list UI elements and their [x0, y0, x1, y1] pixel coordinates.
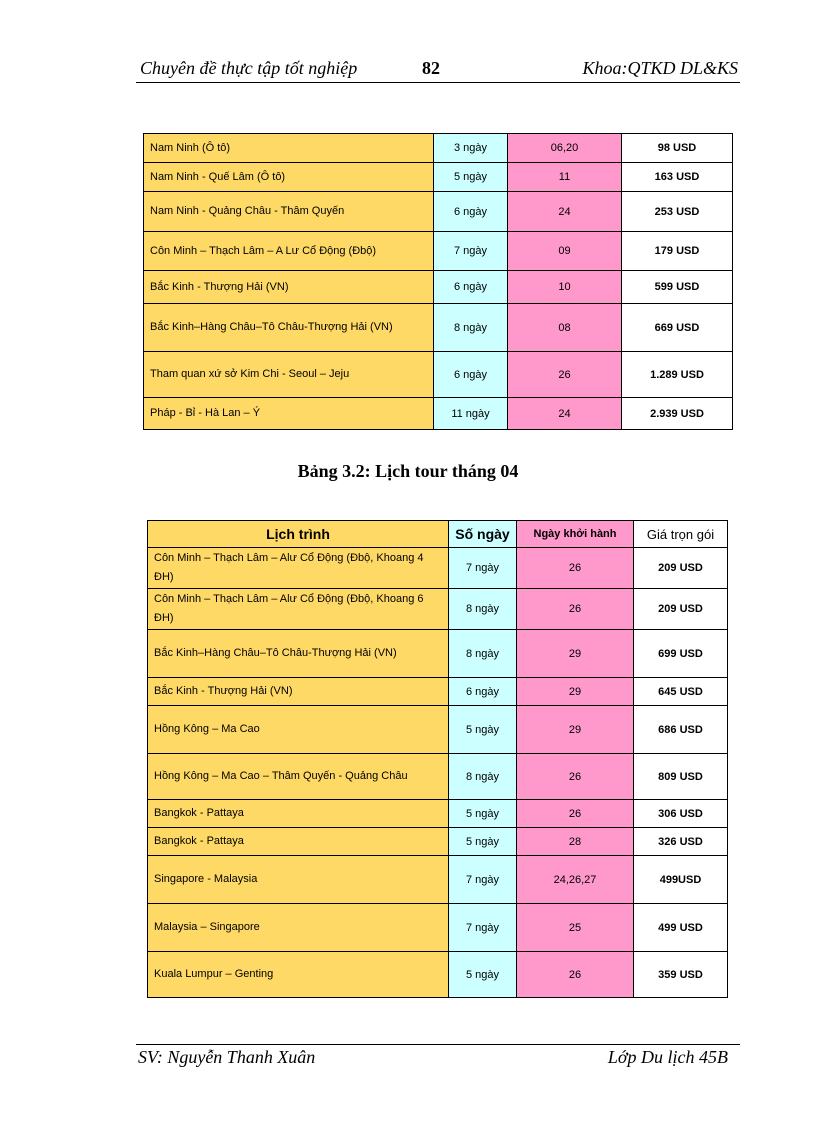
- cell-itinerary: Malaysia – Singapore: [148, 904, 449, 952]
- cell-itinerary: Bắc Kinh–Hàng Châu–Tô Châu-Thượng Hải (VN): [148, 630, 449, 678]
- cell-price: 326 USD: [634, 828, 728, 856]
- cell-itinerary: Côn Minh – Thạch Lâm – Alư Cổ Động (Đbộ, Khoang 6 ĐH): [148, 589, 449, 630]
- tour-table-1: [143, 133, 733, 430]
- cell-itinerary: Singapore - Malaysia: [148, 856, 449, 904]
- table-row: [144, 304, 733, 352]
- cell-days: 5 ngày: [434, 163, 508, 192]
- cell-days: 6 ngày: [434, 352, 508, 398]
- table-row: [148, 952, 728, 998]
- cell-departure: 29: [517, 630, 634, 678]
- cell-departure: 29: [517, 678, 634, 706]
- cell-price: 669 USD: [622, 304, 733, 352]
- col-header-itinerary: Lịch trình: [148, 521, 449, 548]
- cell-days: 6 ngày: [449, 678, 517, 706]
- cell-departure: 08: [508, 304, 622, 352]
- table-row: [144, 271, 733, 304]
- table-header-row: [148, 521, 728, 548]
- footer-class: Lớp Du lịch 45B: [607, 1047, 728, 1067]
- cell-days: 5 ngày: [449, 952, 517, 998]
- cell-days: 6 ngày: [434, 271, 508, 304]
- cell-itinerary: Nam Ninh - Quảng Châu - Thâm Quyến: [144, 192, 434, 232]
- table-row: [144, 398, 733, 430]
- cell-itinerary: Tham quan xứ sở Kim Chi - Seoul – Jeju: [144, 352, 434, 398]
- cell-days: 7 ngày: [449, 856, 517, 904]
- table-row: [148, 800, 728, 828]
- cell-price: 645 USD: [634, 678, 728, 706]
- cell-departure: 11: [508, 163, 622, 192]
- page-number: 82: [422, 58, 440, 78]
- table-row: [148, 678, 728, 706]
- cell-price: 1.289 USD: [622, 352, 733, 398]
- cell-price: 359 USD: [634, 952, 728, 998]
- cell-days: 6 ngày: [434, 192, 508, 232]
- table-row: [148, 706, 728, 754]
- cell-price: 699 USD: [634, 630, 728, 678]
- cell-days: 8 ngày: [449, 630, 517, 678]
- cell-days: 7 ngày: [449, 904, 517, 952]
- cell-itinerary: Hồng Kông – Ma Cao: [148, 706, 449, 754]
- cell-price: 2.939 USD: [622, 398, 733, 430]
- cell-departure: 29: [517, 706, 634, 754]
- cell-departure: 26: [517, 800, 634, 828]
- cell-itinerary: Bắc Kinh - Thượng Hải (VN): [148, 678, 449, 706]
- cell-price: 209 USD: [634, 589, 728, 630]
- cell-departure: 26: [508, 352, 622, 398]
- table-row: [148, 548, 728, 589]
- cell-days: 3 ngày: [434, 134, 508, 163]
- cell-days: 5 ngày: [449, 800, 517, 828]
- cell-price: 253 USD: [622, 192, 733, 232]
- cell-departure: 25: [517, 904, 634, 952]
- cell-days: 8 ngày: [449, 589, 517, 630]
- cell-itinerary: Kuala Lumpur – Genting: [148, 952, 449, 998]
- cell-price: 599 USD: [622, 271, 733, 304]
- cell-itinerary: Bắc Kinh–Hàng Châu–Tô Châu-Thượng Hải (VN): [144, 304, 434, 352]
- cell-days: 7 ngày: [449, 548, 517, 589]
- cell-departure: 26: [517, 548, 634, 589]
- cell-itinerary: Nam Ninh (Ô tô): [144, 134, 434, 163]
- cell-itinerary: Hồng Kông – Ma Cao – Thâm Quyến - Quảng Châu: [148, 754, 449, 800]
- cell-itinerary: Bangkok - Pattaya: [148, 800, 449, 828]
- table-caption: Bảng 3.2: Lịch tour tháng 04: [297, 461, 519, 481]
- cell-days: 11 ngày: [434, 398, 508, 430]
- cell-price: 179 USD: [622, 232, 733, 271]
- cell-itinerary: Bắc Kinh - Thượng Hải (VN): [144, 271, 434, 304]
- cell-days: 5 ngày: [449, 706, 517, 754]
- cell-price: 209 USD: [634, 548, 728, 589]
- cell-departure: 28: [517, 828, 634, 856]
- cell-itinerary: Pháp - Bỉ - Hà Lan – Ý: [144, 398, 434, 430]
- table-row: [144, 352, 733, 398]
- cell-departure: 06,20: [508, 134, 622, 163]
- table-row: [148, 828, 728, 856]
- cell-itinerary: Bangkok - Pattaya: [148, 828, 449, 856]
- col-header-price: Giá trọn gói: [634, 521, 728, 548]
- table-row: [148, 589, 728, 630]
- cell-price: 686 USD: [634, 706, 728, 754]
- cell-departure: 10: [508, 271, 622, 304]
- cell-days: 8 ngày: [449, 754, 517, 800]
- cell-price: 306 USD: [634, 800, 728, 828]
- table-row: [148, 904, 728, 952]
- cell-departure: 09: [508, 232, 622, 271]
- cell-price: 809 USD: [634, 754, 728, 800]
- cell-price: 163 USD: [622, 163, 733, 192]
- cell-itinerary: Côn Minh – Thạch Lâm – A Lư Cổ Động (Đbộ): [144, 232, 434, 271]
- table-row: [144, 192, 733, 232]
- tour-table-april: [147, 520, 728, 998]
- table-row: [144, 163, 733, 192]
- cell-departure: 26: [517, 952, 634, 998]
- cell-price: 499USD: [634, 856, 728, 904]
- cell-days: 5 ngày: [449, 828, 517, 856]
- cell-departure: 26: [517, 589, 634, 630]
- cell-days: 8 ngày: [434, 304, 508, 352]
- cell-days: 7 ngày: [434, 232, 508, 271]
- table-row: [148, 856, 728, 904]
- header-department: Khoa:QTKD DL&KS: [582, 58, 738, 78]
- cell-departure: 24: [508, 192, 622, 232]
- cell-itinerary: Côn Minh – Thạch Lâm – Alư Cổ Động (Đbộ, Khoang 4 ĐH): [148, 548, 449, 589]
- cell-departure: 26: [517, 754, 634, 800]
- page-header: [136, 58, 740, 83]
- table-row: [148, 630, 728, 678]
- col-header-days: Số ngày: [449, 521, 517, 548]
- header-title: Chuyên đề thực tập tốt nghiệp: [140, 58, 358, 78]
- cell-price: 98 USD: [622, 134, 733, 163]
- cell-itinerary: Nam Ninh - Quế Lâm (Ô tô): [144, 163, 434, 192]
- col-header-departure: Ngày khởi hành: [517, 521, 634, 548]
- table-row: [144, 232, 733, 271]
- cell-departure: 24: [508, 398, 622, 430]
- page-footer: [136, 1044, 740, 1071]
- cell-price: 499 USD: [634, 904, 728, 952]
- table-row: [148, 754, 728, 800]
- cell-departure: 24,26,27: [517, 856, 634, 904]
- table-row: [144, 134, 733, 163]
- footer-student: SV: Nguyễn Thanh Xuân: [138, 1047, 316, 1067]
